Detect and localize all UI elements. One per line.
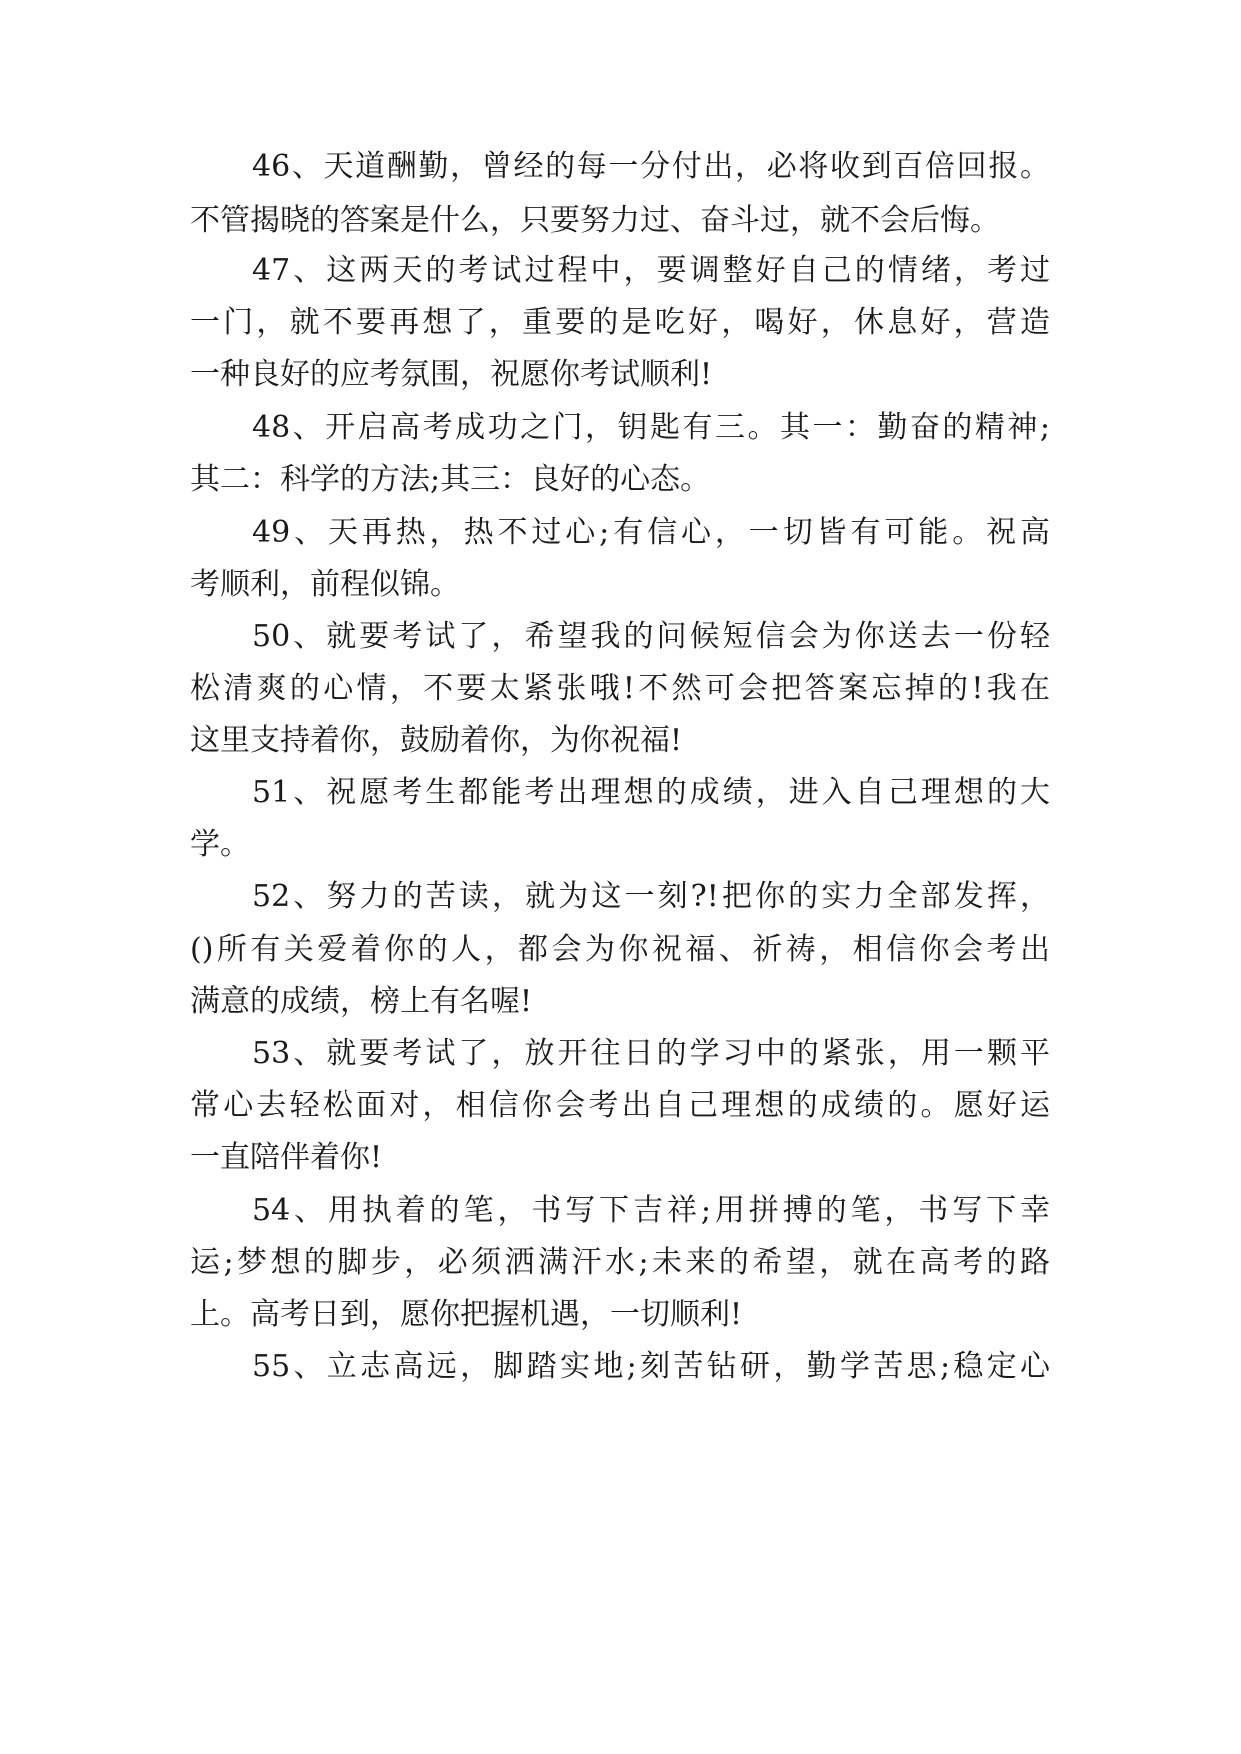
paragraph-47-line-3: 一种良好的应考氛围，祝愿你考试顺利! [190, 357, 713, 392]
paragraph-49-line-1: 49、天再热，热不过心;有信心，一切皆有可能。祝高 [252, 515, 1050, 550]
paragraph-48-line-1: 48、开启高考成功之门，钥匙有三。其一：勤奋的精神; [252, 410, 1050, 445]
paragraph-46-line-1: 46、天道酬勤，曾经的每一分付出，必将收到百倍回报。 [252, 149, 1050, 184]
paragraph-50-line-1: 50、就要考试了，希望我的问候短信会为你送去一份轻 [252, 619, 1050, 654]
paragraph-52-line-1: 52、努力的苦读，就为这一刻?!把你的实力全部发挥， [252, 879, 1050, 914]
paragraph-52-line-3: 满意的成绩，榜上有名喔! [190, 984, 533, 1019]
paragraph-47-line-2: 一门，就不要再想了，重要的是吃好，喝好，休息好，营造 [190, 305, 1050, 340]
paragraph-52-line-2: ()所有关爱着你的人，都会为你祝福、祈祷，相信你会考出 [190, 932, 1050, 967]
paragraph-53-line-1: 53、就要考试了，放开往日的学习中的紧张，用一颗平 [252, 1036, 1050, 1071]
paragraph-50-line-2: 松清爽的心情，不要太紧张哦!不然可会把答案忘掉的!我在 [190, 671, 1050, 706]
paragraph-53-line-3: 一直陪伴着你! [190, 1140, 383, 1175]
paragraph-49-line-2: 考顺利，前程似锦。 [190, 567, 460, 602]
paragraph-50-line-3: 这里支持着你，鼓励着你，为你祝福! [190, 723, 683, 758]
paragraph-55-line-1: 55、立志高远，脚踏实地;刻苦钻研，勤学苦思;稳定心 [252, 1349, 1050, 1384]
paragraph-46-line-2: 不管揭晓的答案是什么，只要努力过、奋斗过，就不会后悔。 [190, 203, 1000, 238]
paragraph-51-line-2: 学。 [190, 827, 250, 862]
paragraph-47-line-1: 47、这两天的考试过程中，要调整好自己的情绪，考过 [252, 253, 1050, 288]
paragraph-48-line-2: 其二：科学的方法;其三：良好的心态。 [190, 462, 711, 497]
paragraph-54-line-1: 54、用执着的笔，书写下吉祥;用拼搏的笔，书写下幸 [252, 1193, 1050, 1228]
paragraph-54-line-2: 运;梦想的脚步，必须洒满汗水;未来的希望，就在高考的路 [190, 1245, 1050, 1280]
paragraph-51-line-1: 51、祝愿考生都能考出理想的成绩，进入自己理想的大 [252, 775, 1050, 810]
paragraph-54-line-3: 上。高考日到，愿你把握机遇，一切顺利! [190, 1297, 743, 1332]
paragraph-53-line-2: 常心去轻松面对，相信你会考出自己理想的成绩的。愿好运 [190, 1088, 1050, 1123]
